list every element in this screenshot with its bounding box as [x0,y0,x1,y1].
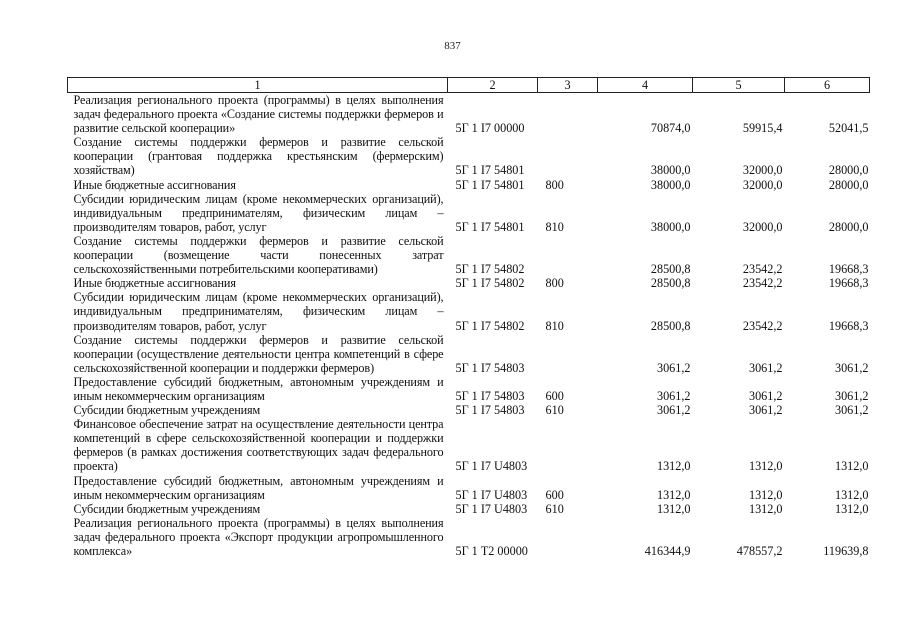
header-col-4: 4 [598,78,693,93]
table-row [68,516,870,558]
row-expense-type [538,333,598,375]
row-target-code: 5Г 1 T2 00000 [455,544,528,558]
row-expense-type: 600 [545,487,564,502]
row-expense-type [538,417,598,473]
table-row [68,290,870,332]
row-name: Создание системы поддержки фермеров и развитие сельской кооперации (грантовая поддержка крестьянским (фермерским) хозяйствам) [73,135,444,178]
row-target-code: 5Г 1 I7 U4803 [455,459,528,474]
table-row [68,93,870,136]
row-amount-col4: 416344,9 [644,544,691,558]
table-row [68,474,870,502]
row-amount-col5: 23542,2 [742,276,783,291]
row-amount-col5: 1312,0 [748,501,783,516]
row-expense-type: 600 [545,388,564,403]
row-amount-col6: 3061,2 [834,388,869,403]
row-name: Реализация регионального проекта (программы) в целях выполнения задач федерального проекта «Создание системы поддержки фермеров и развитие сельской кооперации» [73,93,444,136]
table-row [68,192,870,234]
row-name: Субсидии бюджетным учреждениям [73,403,261,418]
table-row [68,333,870,375]
row-target-code: 5Г 1 I7 54803 [455,388,525,403]
table-row [68,375,870,403]
row-amount-col5: 59915,4 [742,121,783,136]
row-amount-col6: 28000,0 [828,177,869,192]
row-amount-col5: 3061,2 [748,388,783,403]
row-amount-col6: 3061,2 [834,360,869,375]
row-amount-col4: 38000,0 [650,219,691,234]
header-row [68,78,870,93]
row-name: Субсидии юридическим лицам (кроме некоммерческих организаций), индивидуальным предпринимателям, физическим лицам – производителям товаров, работ, услуг [73,290,444,333]
row-amount-col6: 119639,8 [823,544,869,558]
table-row [68,403,870,417]
header-col-2: 2 [448,78,538,93]
row-target-code: 5Г 1 I7 54801 [455,219,525,234]
row-amount-col6: 1312,0 [834,501,869,516]
row-amount-col6: 19668,3 [828,318,869,333]
row-target-code: 5Г 1 I7 00000 [455,121,525,136]
row-expense-type: 610 [545,501,564,516]
row-amount-col6: 1312,0 [834,459,869,474]
header-col-3: 3 [538,78,598,93]
row-amount-col5: 3061,2 [748,403,783,418]
row-amount-col5: 478557,2 [736,544,783,558]
table-row [68,234,870,276]
row-amount-col5: 32000,0 [742,163,783,178]
table-row [68,276,870,290]
header-col-5: 5 [693,78,785,93]
row-amount-col6: 1312,0 [834,487,869,502]
page-number: 837 [444,40,461,52]
row-target-code: 5Г 1 I7 54803 [455,403,525,418]
row-amount-col4: 70874,0 [650,121,691,136]
row-amount-col4: 28500,8 [650,276,691,291]
budget-table [67,77,870,558]
row-expense-type: 800 [545,177,564,192]
row-amount-col5: 3061,2 [748,360,783,375]
table-row [68,135,870,177]
row-name: Создание системы поддержки фермеров и развитие сельской кооперации (осуществление деятельности центра компетенций в сфере сельскохозяйственной кооперации и поддержки фермеров) [73,332,444,375]
row-amount-col5: 23542,2 [742,262,783,277]
row-amount-col4: 1312,0 [656,459,691,474]
row-expense-type [538,93,598,136]
row-name: Предоставление субсидий бюджетным, автономным учреждениям и иным некоммерческим организациям [73,374,444,403]
row-amount-col6: 19668,3 [828,276,869,291]
header-col-6: 6 [785,78,870,93]
row-target-code: 5Г 1 I7 54803 [455,360,525,375]
row-name: Иные бюджетные ассигнования [73,177,236,192]
row-expense-type: 810 [545,318,564,333]
row-name: Субсидии бюджетным учреждениям [73,501,261,516]
row-amount-col4: 38000,0 [650,163,691,178]
row-expense-type: 610 [545,403,564,418]
row-amount-col5: 1312,0 [748,459,783,474]
row-expense-type: 800 [545,276,564,291]
row-expense-type [538,516,598,558]
row-amount-col4: 3061,2 [656,388,691,403]
row-target-code: 5Г 1 I7 54802 [455,318,525,333]
header-col-1: 1 [68,78,448,93]
row-target-code: 5Г 1 I7 U4803 [455,487,528,502]
row-amount-col6: 28000,0 [828,219,869,234]
row-target-code: 5Г 1 I7 54802 [455,262,525,277]
table-row [68,502,870,516]
row-name: Предоставление субсидий бюджетным, автономным учреждениям и иным некоммерческим организациям [73,473,444,502]
row-amount-col6: 28000,0 [828,163,869,178]
row-expense-type [538,234,598,276]
row-name: Реализация регионального проекта (программы) в целях выполнения задач федерального проекта «Экспорт продукции агропромышленного комплекса» [73,515,444,558]
row-name: Субсидии юридическим лицам (кроме некоммерческих организаций), индивидуальным предпринимателям, физическим лицам – производителям товаров, работ, услуг [73,191,444,234]
row-amount-col6: 3061,2 [834,403,869,418]
row-amount-col4: 28500,8 [650,262,691,277]
row-expense-type: 810 [545,219,564,234]
row-name: Иные бюджетные ассигнования [73,276,236,291]
table-row [68,417,870,473]
row-target-code: 5Г 1 I7 54802 [455,276,525,291]
row-amount-col5: 32000,0 [742,177,783,192]
row-amount-col5: 32000,0 [742,219,783,234]
row-amount-col4: 28500,8 [650,318,691,333]
row-expense-type [538,135,598,177]
table-row [68,178,870,192]
row-target-code: 5Г 1 I7 54801 [455,163,525,178]
row-amount-col5: 1312,0 [748,487,783,502]
row-target-code: 5Г 1 I7 54801 [455,177,525,192]
row-amount-col6: 52041,5 [828,121,869,136]
row-amount-col4: 38000,0 [650,177,691,192]
row-amount-col4: 3061,2 [656,403,691,418]
row-amount-col4: 1312,0 [656,501,691,516]
row-target-code: 5Г 1 I7 U4803 [455,501,528,516]
row-amount-col6: 19668,3 [828,262,869,277]
row-name: Финансовое обеспечение затрат на осуществление деятельности центра компетенций в сфере сельскохозяйственной кооперации и поддержки фермеров (в рамках достижения соответствующих задач федерального проекта) [73,417,444,474]
row-amount-col4: 3061,2 [656,360,691,375]
row-amount-col5: 23542,2 [742,318,783,333]
row-amount-col4: 1312,0 [656,487,691,502]
row-name: Создание системы поддержки фермеров и развитие сельской кооперации (возмещение части понесенных затрат сельскохозяйственными потребительскими кооперативами) [73,233,444,277]
